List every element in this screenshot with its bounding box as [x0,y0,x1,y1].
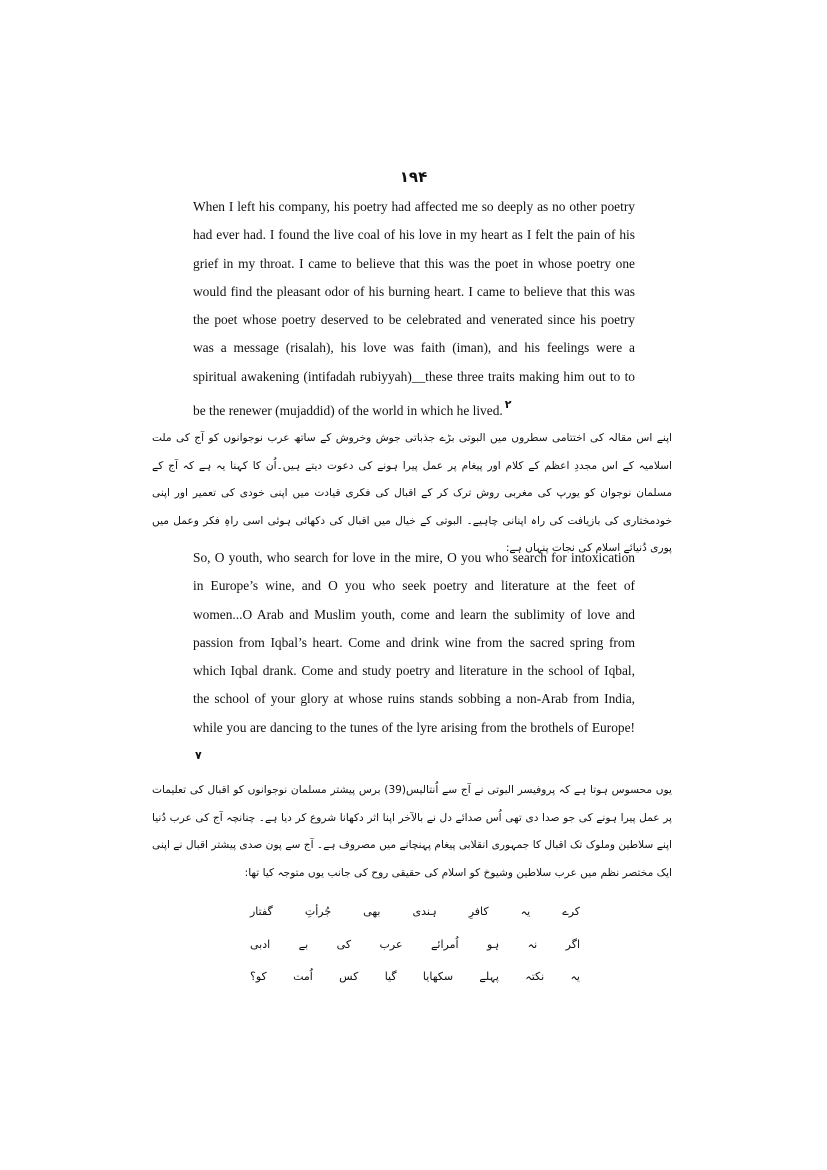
verse-line: اگر نہ ہو اُمرائے عرب کی بے ادبی [250,937,580,951]
footnote-marker[interactable]: ۷ [195,749,202,763]
verse-block [250,896,580,994]
block-quote-english-2 [193,544,635,776]
footnote-marker[interactable]: ۲ [504,398,512,412]
urdu-paragraph-1: اپنے اس مقالہ کی اختتامی سطروں میں البوتی بڑے جذباتی جوش وخروش کے ساتھ عرب نوجوانوں کو آج کی ملت اسلامیہ کے اس مجددِ اعظم کے کلام اور پیغام پر عمل پیرا ہونے کی دعوت دیتے ہیں۔اُن کا کہنا یہ ہے کہ آج کے مسلمان نوجوان کو یورپ کی مغربی روش ترک کر کے اقبال کی فکری قیادت میں اپنی خودی کی تعمیر اور اپنی خودمختاری کی بازیافت کی راہ اپنانی چاہیے۔ البوتی کے خیال میں اقبال کی دکھائی ہوئی اسی راہِ فکر وعمل میں پوری دُنیائے اسلام کی نجات پنہاں ہے: [152,432,672,555]
block-quote-english-1 [193,193,635,425]
verse-line: یہ نکتہ پہلے سکھایا گیا کس اُمت کو؟ [250,970,580,983]
quote-text: When I left his company, his poetry had affected me so deeply as no other poetry had ever had. I found the live coal of his love in my heart as I felt the pain of his grief in my throat. I came to believe that this was the poet in whose poetry one would find the pleasant odor of his burning heart. I came to believe that this was the poet whose poetry deserved to be celebrated and venerated since his poetry was a message (risalah), his love was faith (iman), and his feelings were a spiritual awakening (intifadah rubiyyah)__these three traits making him out to to be the renewer (mujaddid) of the world in which he lived. [193,199,635,419]
page-number: ۱۹۴ [399,168,428,186]
quote-text: So, O youth, who search for love in the mire, O you who search for intoxication in Europe’s wine, and O you who seek poetry and literature at the feet of women...O Arab and Muslim youth, come and learn the sublimity of love and passion from Iqbal’s heart. Come and drink wine from the sacred spring from which Iqbal drank. Come and study poetry and literature in the school of Iqbal, the school of your glory at whose ruins stands sobbing a non-Arab from India, while you are dancing to the tunes of the lyre arising from the brothels of Europe! [193,550,635,735]
urdu-paragraph-2: یوں محسوس ہوتا ہے کہ پروفیسر البوتی نے آج سے اُنتالیس(39) برس پیشتر مسلمان نوجوانوں کو اقبال کی تعلیمات پر عمل پیرا ہونے کی جو صدا دی تھی اُس صدائے دل نے بالآخر اپنا اثر دکھانا شروع کر دیا ہے۔ چنانچہ آج کی عرب دُنیا اپنے سلاطین وملوک تک اقبال کا جمہوری انقلابی پیغام پہنچانے میں مصروف ہے۔ آج سے پون صدی پیشتر اقبال نے اپنی ایک مختصر نظم میں عرب سلاطین وشیوخ کو اسلام کی حقیقی روح کی جانب یوں متوجہ کیا تھا: [152,784,672,879]
verse-line: کرے یہ کافرِ ہندی بھی جُرأتِ گفتار [250,905,580,918]
